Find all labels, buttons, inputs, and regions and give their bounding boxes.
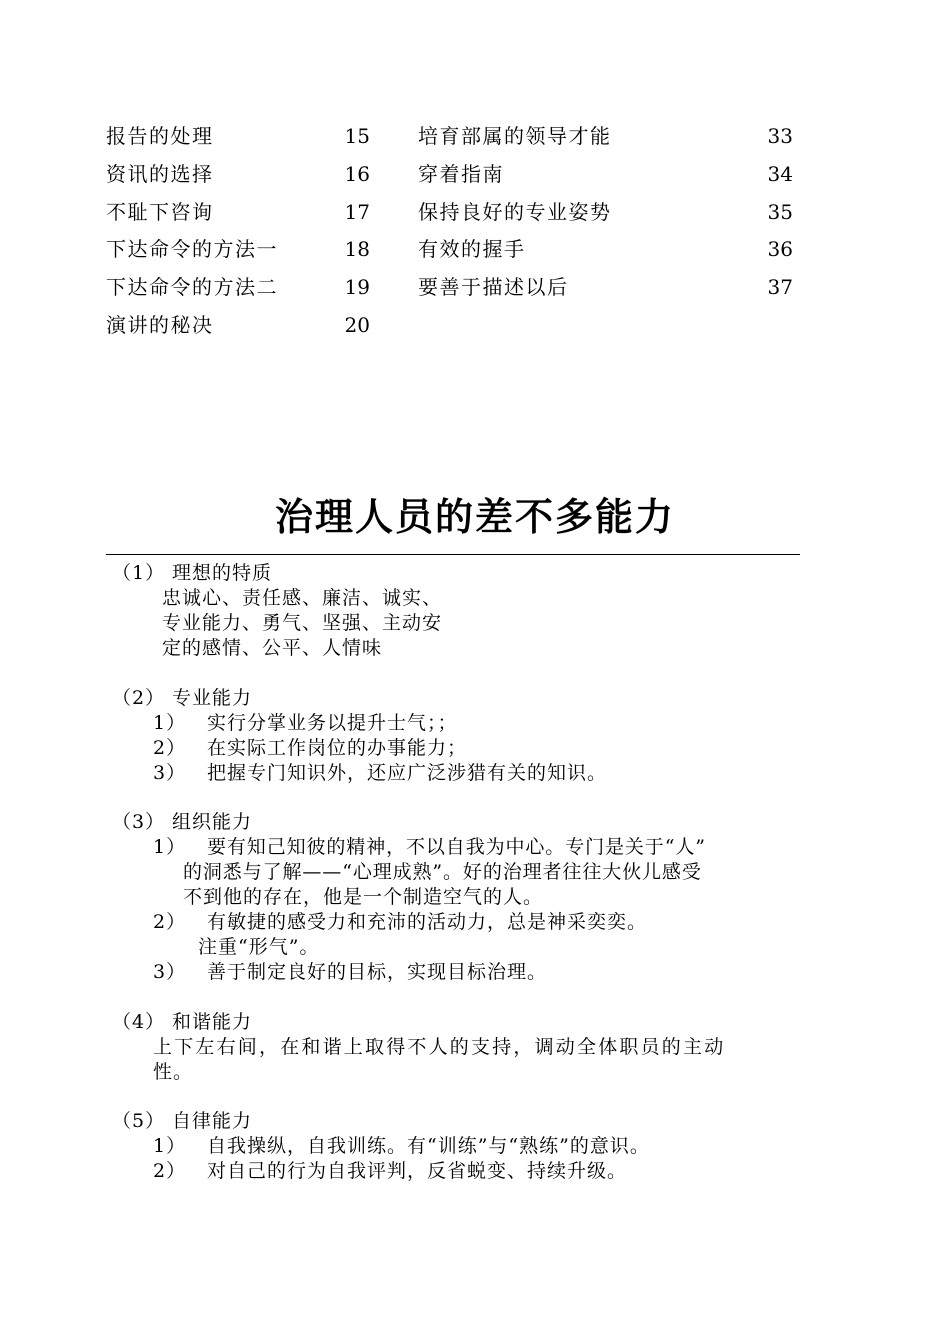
list-item-text: 在实际工作岗位的办事能力； [207,737,468,759]
toc-entry-page: 16 [344,161,370,186]
list-item-number: 1） [153,836,187,858]
section-number: （5） [112,1110,166,1132]
toc-entry-title: 演讲的秘决 [106,312,214,337]
toc-entry [106,122,370,160]
toc-entry [418,235,793,273]
toc-entry-title: 有效的握手 [418,237,526,262]
toc-entry-title: 要善于描述以后 [418,275,569,300]
section-number: （4） [112,1011,166,1033]
section-number: （1） [112,562,166,584]
toc-entry [106,273,370,311]
list-item-number: 3） [153,762,187,784]
list-item-continuation: 不到他的存在，他是一个制造空气的人。 [183,886,544,908]
toc-entry [418,198,793,236]
section-text-line: 忠诚心、责任感、廉洁、诚实、 [162,587,443,609]
section-text-line: 上下左右间，在和谐上取得不人的支持，调动全体职员的主动 [153,1036,726,1058]
toc-entry [106,160,370,198]
toc-entry-page: 34 [767,161,793,186]
toc-right-column [418,122,793,311]
toc-entry-title: 下达命令的方法一 [106,237,278,262]
section-number: （2） [112,687,166,709]
section-number: （3） [112,811,166,833]
section-heading [112,810,252,834]
toc-entry [418,273,793,311]
toc-entry-page: 19 [344,275,370,300]
list-item-number: 1） [153,1135,187,1157]
section-text-line: 专业能力、勇气、坚强、主动安 [162,612,443,634]
section-heading [112,686,252,710]
section-title: 理想的特质 [172,562,273,584]
list-item-number: 2） [153,737,187,759]
list-item-number: 3） [153,961,187,983]
toc-entry-page: 37 [767,275,793,300]
list-item-text: 有敏捷的感受力和充沛的活动力，总是神采奕奕。 [207,911,648,933]
list-item-continuation: 的洞悉与了解——“心理成熟”。好的治理者往往大伙儿感受 [183,861,702,883]
section-heading [112,1109,252,1133]
toc-entry-title: 不耻下咨询 [106,199,214,224]
toc-entry-page: 17 [344,199,370,224]
toc-entry-title: 穿着指南 [418,161,504,186]
toc-entry [418,122,793,160]
toc-entry [106,198,370,236]
list-item-number: 1） [153,712,187,734]
toc-entry-page: 18 [344,237,370,262]
toc-entry-title: 保持良好的专业姿势 [418,199,612,224]
section-title: 组织能力 [172,811,253,833]
list-item-number: 2） [153,1160,187,1182]
section-title: 自律能力 [172,1110,253,1132]
toc-entry-page: 15 [344,124,370,148]
page-title: 治理人员的差不多能力 [274,495,675,539]
toc-entry [418,160,793,198]
toc-entry-title: 下达命令的方法二 [106,275,278,300]
toc-entry-page: 36 [767,237,793,262]
list-item-number: 2） [153,911,187,933]
section-heading [112,1010,252,1034]
toc-entry-page: 33 [767,124,793,148]
section-heading [112,561,272,585]
list-item-text: 自我操纵，自我训练。有“训练”与“熟练”的意识。 [207,1135,650,1157]
title-divider [106,554,800,555]
toc-entry-page: 20 [344,312,370,337]
toc-left-column [106,122,370,349]
list-item-text: 对自己的行为自我评判，反省蜕变、持续升级。 [207,1160,628,1182]
section-text-line: 性。 [153,1061,194,1083]
toc-entry-title: 培育部属的领导才能 [418,124,612,148]
toc-entry [106,235,370,273]
list-item-text: 把握专门知识外，还应广泛涉猎有关的知识。 [207,762,608,784]
section-title: 和谐能力 [172,1011,253,1033]
toc-entry-title: 报告的处理 [106,124,214,148]
list-item-continuation: 注重“形气”。 [198,936,320,958]
list-item-text: 实行分掌业务以提升士气；； [207,712,458,734]
list-item-text: 善于制定良好的目标，实现目标治理。 [207,961,548,983]
toc-entry-title: 资讯的选择 [106,161,214,186]
section-text-line: 定的感情、公平、人情味 [162,637,383,659]
list-item-text: 要有知己知彼的精神，不以自我为中心。专门是关于“人” [207,836,706,858]
section-title: 专业能力 [172,687,253,709]
toc-entry-page: 35 [767,199,793,224]
toc-entry [106,311,370,349]
